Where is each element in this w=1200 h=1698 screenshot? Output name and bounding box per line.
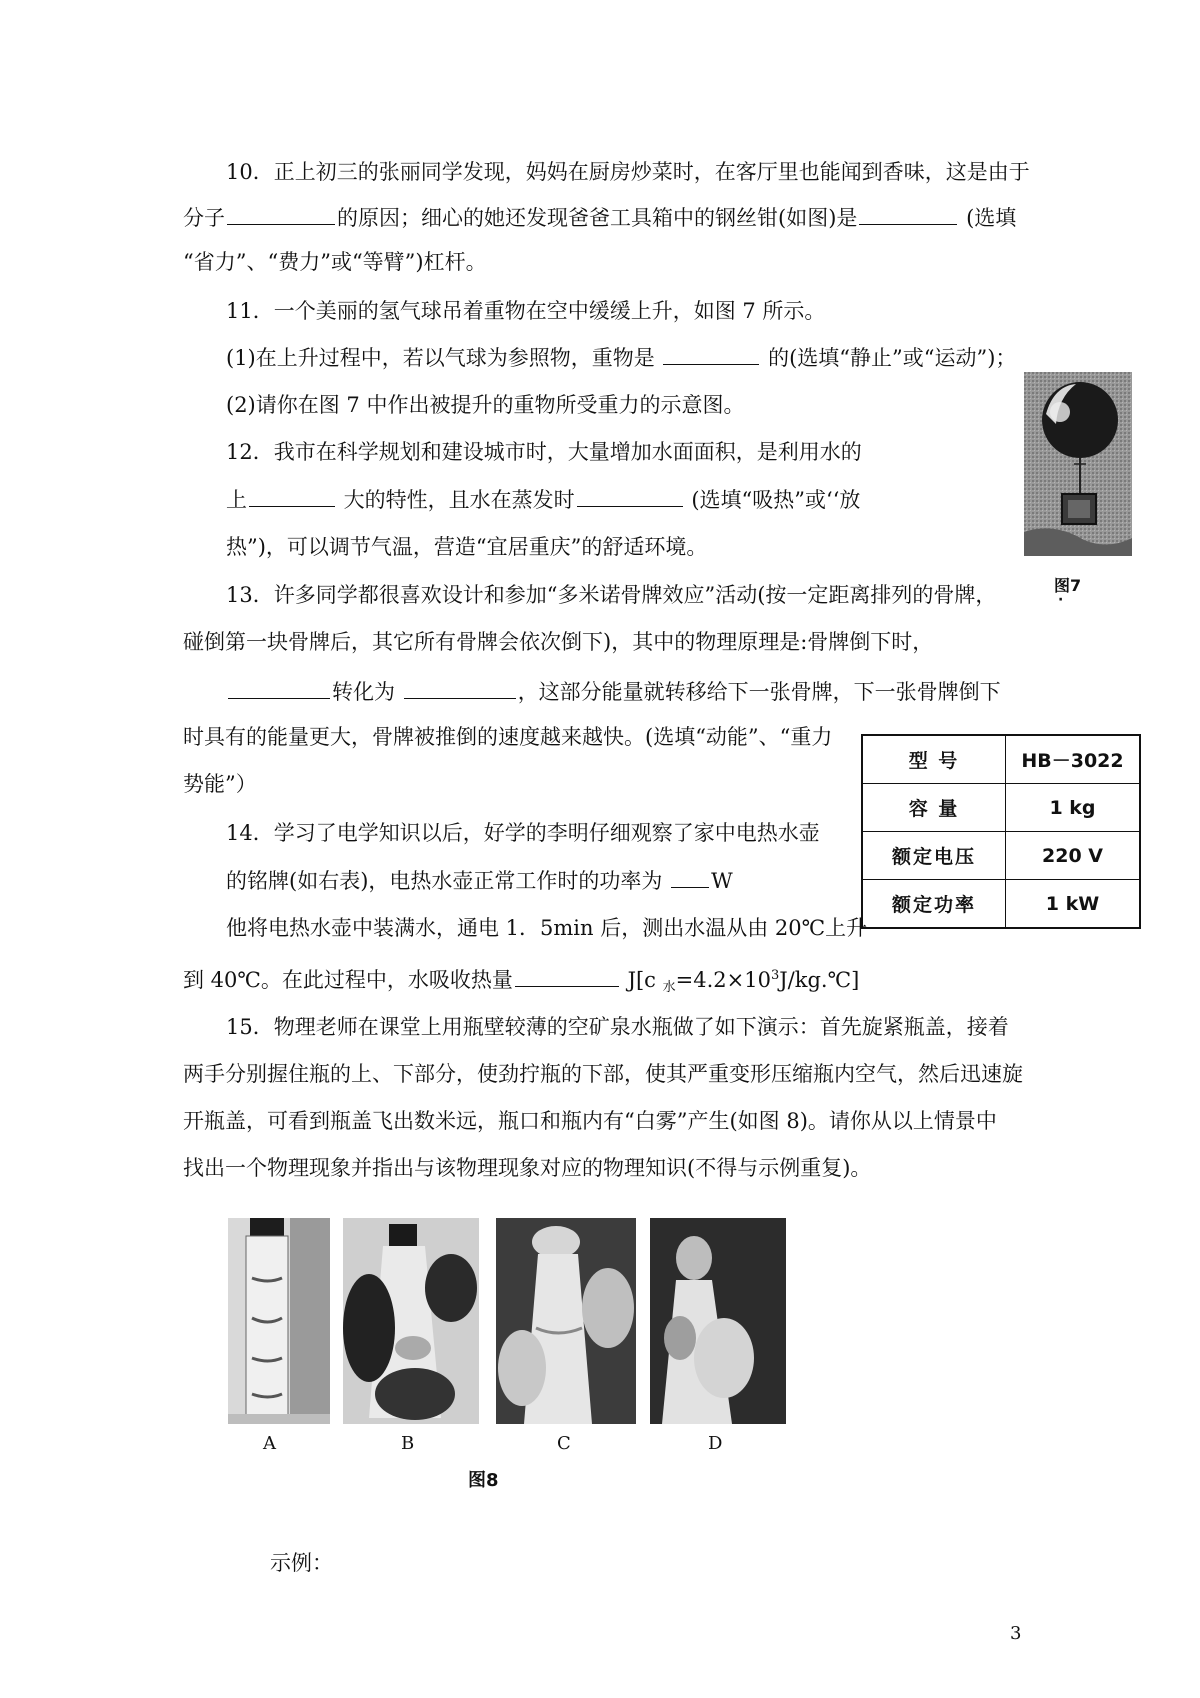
q10-line-2 <box>183 202 1016 233</box>
figure-8-photo-c <box>496 1218 636 1424</box>
answer-blank[interactable] <box>228 676 330 699</box>
q15-line-3: 开瓶盖，可看到瓶盖飞出数米远，瓶口和瓶内有“白雾”产生(如图 8)。请你从以上情景中 <box>183 1109 997 1133</box>
bottle-photo-d <box>650 1218 786 1424</box>
table-row <box>862 832 1140 880</box>
figure-8-photo-d <box>650 1218 786 1424</box>
figure-7-balloon-photo <box>1024 372 1132 556</box>
bottle-photo-a <box>228 1218 330 1424</box>
figure-8-photo-b <box>343 1218 479 1424</box>
q10-text-c: (选填 <box>959 206 1017 230</box>
figure-7-dot: · <box>1058 592 1064 608</box>
table-row <box>862 880 1140 929</box>
q13-text-b: ，这部分能量就转移给下一张骨牌，下一张骨牌倒下 <box>517 680 1001 704</box>
table-row <box>862 735 1140 784</box>
answer-blank[interactable] <box>577 484 683 507</box>
q14-text-d: J/kg.℃] <box>779 968 860 992</box>
q14-text-a: 到 40℃。在此过程中，水吸收热量 <box>183 968 513 992</box>
figure-8-label-d: D <box>708 1433 723 1454</box>
q15-line-4: 找出一个物理现象并指出与该物理现象对应的物理知识(不得与示例重复)。 <box>183 1156 872 1180</box>
figure-8-label-b: B <box>401 1433 415 1454</box>
q13-text-a: 转化为 <box>332 680 402 704</box>
spec-value: 220 V <box>1006 832 1141 880</box>
bottle-photo-b <box>343 1218 479 1424</box>
q14-text-a: 的铭牌(如右表)，电热水壶正常工作时的功率为 <box>226 869 670 893</box>
q12-text-c: (选填“吸热”或‘‘放 <box>684 488 861 512</box>
q10-line-3: “省力”、“费力”或“等臂”)杠杆。 <box>183 250 487 274</box>
table-row <box>862 784 1140 832</box>
q12-line-2 <box>226 484 860 515</box>
q13-line-2: 碰倒第一块骨牌后，其它所有骨牌会依次倒下)，其中的物理原理是:骨牌倒下时， <box>183 630 934 654</box>
answer-blank[interactable] <box>859 202 957 225</box>
q12-line-1: 12．我市在科学规划和建设城市时，大量增加水面面积，是利用水的 <box>226 440 862 464</box>
spec-value: HB－3022 <box>1006 735 1141 784</box>
q12-line-3: 热”)，可以调节气温，营造“宜居重庆”的舒适环境。 <box>226 535 708 559</box>
figure-7-caption <box>1054 573 1082 608</box>
q12-text-b: 大的特性，且水在蒸发时 <box>337 488 575 512</box>
q11-text-b: 的(选填“静止”或“运动”)； <box>761 346 1017 370</box>
q14-text-b: W <box>711 869 733 893</box>
figure-8-caption: 图8 <box>468 1470 499 1491</box>
q15-line-1: 15．物理老师在课堂上用瓶壁较薄的空矿泉水瓶做了如下演示：首先旋紧瓶盖，接着 <box>226 1015 1009 1039</box>
answer-blank[interactable] <box>515 964 619 987</box>
q10-line-1: 10．正上初三的张丽同学发现，妈妈在厨房炒菜时，在客厅里也能闻到香味，这是由于 <box>226 160 1030 184</box>
figure-8-photo-a <box>228 1218 330 1424</box>
q13-line-5: 势能”） <box>183 772 257 796</box>
q14-line-4 <box>183 961 859 1003</box>
answer-blank[interactable] <box>249 484 335 507</box>
q14-line-2 <box>226 865 733 896</box>
q10-text-b: 的原因；细心的她还发现爸爸工具箱中的钢丝钳(如图)是 <box>337 206 858 230</box>
q11-line-2 <box>226 342 1016 373</box>
spec-key: 额定电压 <box>862 832 1006 880</box>
spec-value: 1 kW <box>1006 880 1141 929</box>
answer-blank[interactable] <box>663 342 759 365</box>
q10-text-a: 分子 <box>183 206 225 230</box>
balloon-image <box>1024 372 1132 556</box>
spec-key: 容 量 <box>862 784 1006 832</box>
spec-value: 1 kg <box>1006 784 1141 832</box>
spec-key: 型 号 <box>862 735 1006 784</box>
example-label: 示例： <box>270 1551 333 1575</box>
answer-blank[interactable] <box>404 676 516 699</box>
q11-line-1: 11．一个美丽的氢气球吊着重物在空中缓缓上升，如图 7 所示。 <box>226 299 826 323</box>
kettle-spec-table <box>861 734 1141 929</box>
figure-8-label-c: C <box>557 1433 571 1454</box>
q13-line-1: 13．许多同学都很喜欢设计和参加“多米诺骨牌效应”活动(按一定距离排列的骨牌， <box>226 583 997 607</box>
spec-key: 额定功率 <box>862 880 1006 929</box>
q14-subscript: 水 <box>662 980 676 995</box>
q13-line-4: 时具有的能量更大，骨牌被推倒的速度越来越快。(选填“动能”、“重力 <box>183 725 833 749</box>
q13-line-3 <box>226 676 1001 707</box>
q12-text-a: 上 <box>226 488 247 512</box>
q15-line-2: 两手分别握住瓶的上、下部分，使劲拧瓶的下部，使其严重变形压缩瓶内空气，然后迅速旋 <box>183 1062 1023 1086</box>
q14-text-c: =4.2×10 <box>675 968 771 992</box>
answer-blank[interactable] <box>671 865 709 888</box>
figure-8-label-a: A <box>263 1433 276 1454</box>
figure-7-caption-text: 图7 <box>1054 576 1082 595</box>
answer-blank[interactable] <box>227 202 335 225</box>
q14-line-1: 14．学习了电学知识以后，好学的李明仔细观察了家中电热水壶 <box>226 821 820 845</box>
bottle-photo-c <box>496 1218 636 1424</box>
q14-superscript: 3 <box>770 968 780 983</box>
page-number: 3 <box>1010 1623 1022 1644</box>
q14-line-3: 他将电热水壶中装满水，通电 1．5min 后，测出水温从由 20℃上升 <box>226 916 868 940</box>
q11-line-3: (2)请你在图 7 中作出被提升的重物所受重力的示意图。 <box>226 393 745 417</box>
q11-text-a: (1)在上升过程中，若以气球为参照物，重物是 <box>226 346 662 370</box>
q14-text-b: J[c <box>620 968 663 992</box>
